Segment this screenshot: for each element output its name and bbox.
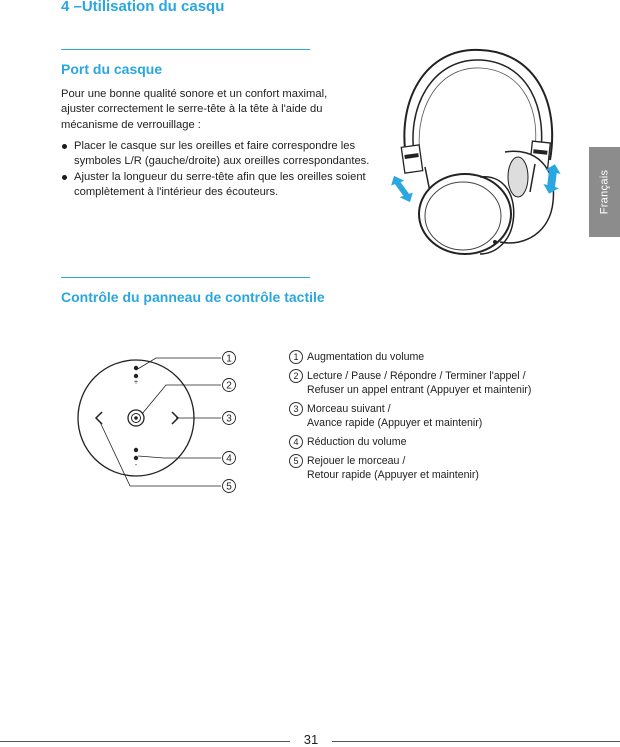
legend-line: Retour rapide (Appuyer et maintenir) (307, 469, 479, 481)
legend-number: 2 (289, 369, 303, 383)
legend-line: Morceau suivant / (307, 403, 391, 415)
bullet-list (61, 139, 371, 200)
callout-number: 4 (226, 453, 232, 465)
legend-number: 1 (289, 350, 303, 364)
legend-line: Augmentation du volume (307, 351, 425, 363)
language-tab (589, 147, 620, 237)
page-number: 31 (303, 732, 319, 747)
section-heading-touch: Contrôle du panneau de contrôle tactile (61, 289, 325, 305)
page-title: 4 –Utilisation du casqu (61, 0, 225, 15)
callout-number: 3 (226, 413, 232, 425)
legend-item (289, 402, 589, 430)
legend-item (289, 350, 589, 364)
legend-number: 3 (289, 402, 303, 416)
legend-line: Lecture / Pause / Répondre / Terminer l'appel / (307, 370, 526, 382)
language-tab-label: Français (598, 169, 611, 215)
svg-text:-: - (134, 461, 138, 469)
footer-rule-right (332, 741, 620, 742)
control-legend (289, 350, 589, 487)
bullet-item: Placer le casque sur les oreilles et faire correspondre les symboles L/R (gauche/droite) aux oreilles correspondantes. (61, 139, 371, 170)
section-rule (61, 49, 310, 50)
callout-number: 2 (226, 380, 232, 392)
legend-number: 4 (289, 435, 303, 449)
callout-number: 5 (226, 481, 232, 493)
legend-line: Rejouer le morceau / (307, 455, 406, 467)
legend-item (289, 454, 589, 482)
legend-number: 5 (289, 454, 303, 468)
legend-item (289, 369, 589, 397)
legend-line: Réduction du volume (307, 436, 407, 448)
bullet-item: Ajuster la longueur du serre-tête afin que les oreilles soient complètement à l'intérieur des écouteurs. (61, 170, 371, 201)
section-heading-wearing: Port du casque (61, 61, 163, 77)
intro-paragraph: Pour une bonne qualité sonore et un confort maximal, ajuster correctement le serre-tête à la tête à l'aide du mécanisme de verrouillage : (61, 88, 328, 131)
footer-rule-left (0, 741, 290, 742)
legend-line: Avance rapide (Appuyer et maintenir) (307, 417, 483, 429)
svg-text:+: + (133, 379, 139, 386)
section-rule (61, 277, 310, 278)
touch-panel-diagram (78, 346, 258, 496)
legend-item (289, 435, 589, 449)
headphones-illustration (385, 42, 585, 262)
legend-line: Refuser un appel entrant (Appuyer et maintenir) (307, 384, 532, 396)
callout-number: 1 (226, 353, 232, 365)
